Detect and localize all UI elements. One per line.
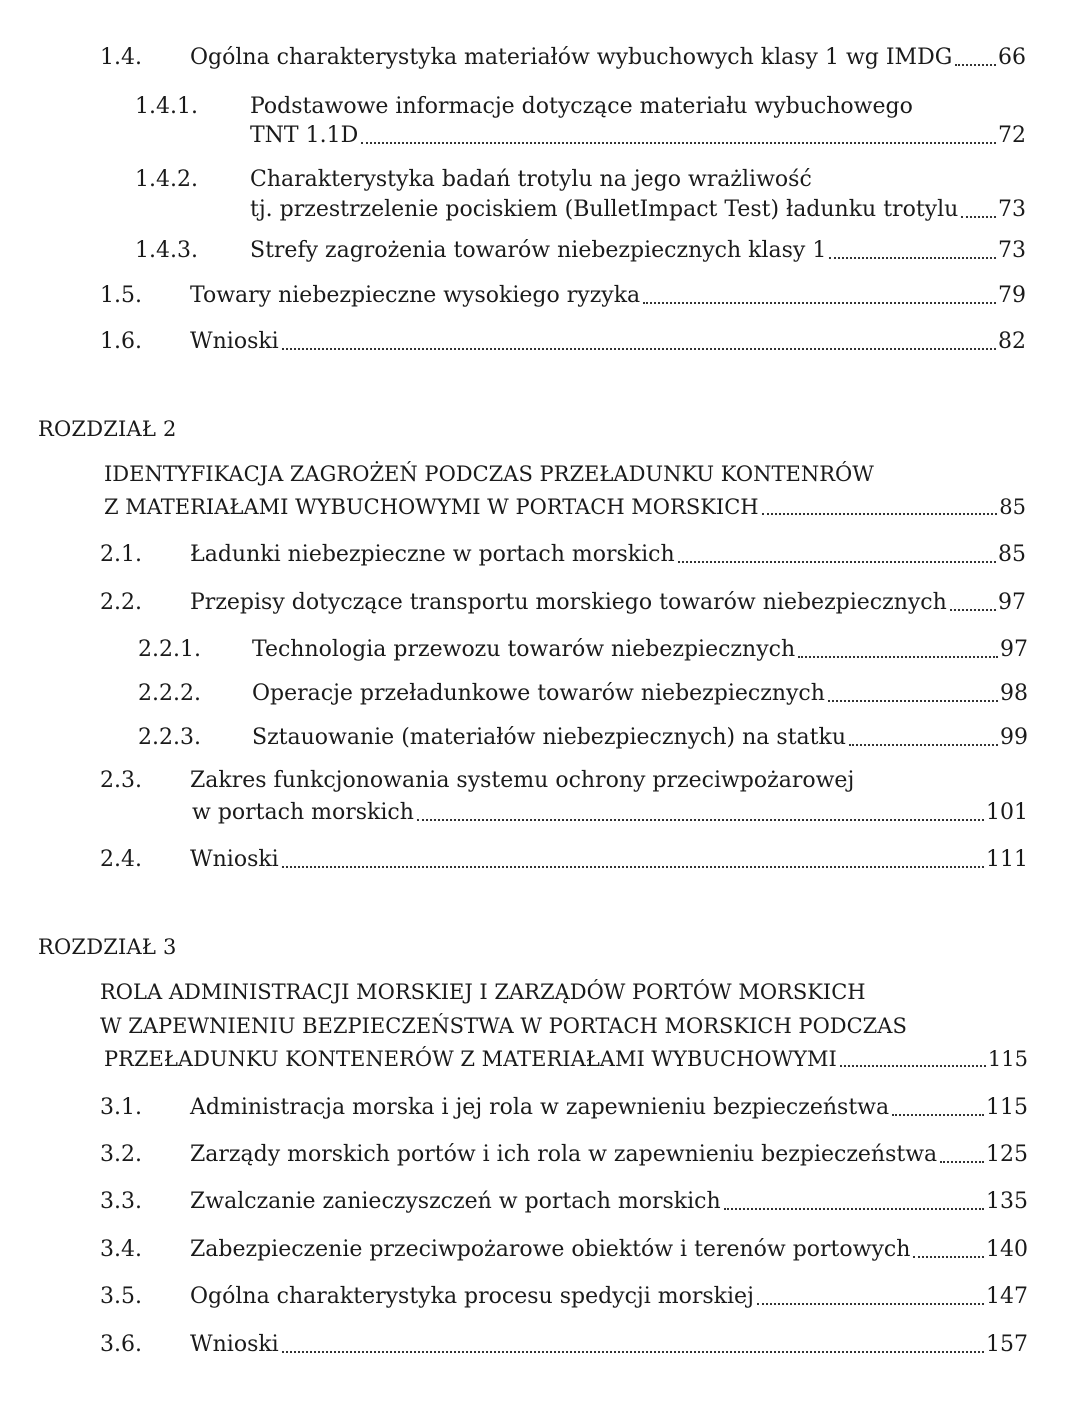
toc-number: 2.2.1. xyxy=(138,637,201,662)
toc-entry-title: TNT 1.1D xyxy=(250,123,359,148)
toc-number: 3.2. xyxy=(100,1142,142,1167)
toc-entry-title: Wnioski xyxy=(190,847,279,872)
dot-leader xyxy=(678,561,996,563)
toc-entry xyxy=(190,1094,1028,1122)
toc-page-number: 97 xyxy=(1000,637,1028,662)
toc-entry xyxy=(250,122,1026,150)
toc-page-number: 115 xyxy=(986,1095,1028,1120)
dot-leader xyxy=(940,1161,984,1163)
toc-entry-title-line: Charakterystyka badań trotylu na jego wrażliwość xyxy=(250,167,812,192)
toc-entry-title: Zarządy morskich portów i ich rola w zapewnieniu bezpieczeństwa xyxy=(190,1142,938,1167)
toc-entry xyxy=(104,1045,1028,1073)
toc-page-number: 85 xyxy=(999,495,1026,519)
toc-number: 1.4. xyxy=(100,45,142,70)
dot-leader xyxy=(849,744,998,746)
dot-leader xyxy=(829,257,996,259)
toc-entry-title: Ogólna charakterystyka procesu spedycji morskiej xyxy=(190,1284,754,1309)
toc-page-number: 125 xyxy=(986,1142,1028,1167)
toc-entry-title: Towary niebezpieczne wysokiego ryzyka xyxy=(190,283,641,308)
dot-leader xyxy=(282,866,984,868)
dot-leader xyxy=(417,819,984,821)
toc-number: 1.4.3. xyxy=(135,238,198,263)
toc-number: 1.5. xyxy=(100,283,142,308)
dot-leader xyxy=(892,1114,984,1116)
toc-number: 2.2. xyxy=(100,590,142,615)
toc-entry xyxy=(190,589,1026,617)
toc-entry-title: tj. przestrzelenie pociskiem (BulletImpact Test) ładunku trotylu xyxy=(250,197,959,222)
toc-entry-title: Ogólna charakterystyka materiałów wybuchowych klasy 1 wg IMDG xyxy=(190,45,953,70)
toc-entry xyxy=(190,44,1026,72)
toc-entry xyxy=(190,1141,1028,1169)
toc-entry-title-line: Podstawowe informacje dotyczące materiału wybuchowego xyxy=(250,94,913,119)
dot-leader xyxy=(961,216,996,218)
toc-entry-title: Operacje przeładunkowe towarów niebezpiecznych xyxy=(252,681,825,706)
dot-leader xyxy=(757,1303,984,1305)
dot-leader xyxy=(840,1065,986,1067)
toc-number: 2.4. xyxy=(100,847,142,872)
toc-number: 1.4.1. xyxy=(135,94,198,119)
toc-entry-title: Wnioski xyxy=(190,1332,279,1357)
dot-leader xyxy=(955,64,996,66)
toc-entry xyxy=(252,680,1028,708)
dot-leader xyxy=(361,142,996,144)
toc-page-number: 82 xyxy=(998,329,1026,354)
toc-number: 2.1. xyxy=(100,542,142,567)
toc-page-number: 66 xyxy=(998,45,1026,70)
dot-leader xyxy=(950,609,996,611)
toc-entry xyxy=(190,541,1026,569)
toc-number: 2.2.2. xyxy=(138,681,201,706)
toc-entry-title: Zwalczanie zanieczyszczeń w portach morskich xyxy=(190,1189,721,1214)
chapter-label: ROZDZIAŁ 2 xyxy=(38,417,177,441)
toc-entry-title: Zabezpieczenie przeciwpożarowe obiektów i terenów portowych xyxy=(190,1237,911,1262)
toc-entry xyxy=(190,1283,1028,1311)
toc-entry-title: Sztauowanie (materiałów niebezpiecznych) na statku xyxy=(252,725,846,750)
toc-number: 3.6. xyxy=(100,1332,142,1357)
toc-entry xyxy=(190,328,1026,356)
toc-entry xyxy=(190,1188,1028,1216)
chapter-title-line: Z MATERIAŁAMI WYBUCHOWYMI W PORTACH MORSKICH xyxy=(104,495,759,519)
toc-entry-title: w portach morskich xyxy=(192,800,414,825)
toc-number: 1.6. xyxy=(100,329,142,354)
toc-entry-title: Przepisy dotyczące transportu morskiego towarów niebezpiecznych xyxy=(190,590,947,615)
dot-leader xyxy=(282,1351,984,1353)
toc-number: 3.1. xyxy=(100,1095,142,1120)
toc-number: 1.4.2. xyxy=(135,167,198,192)
toc-number: 3.3. xyxy=(100,1189,142,1214)
toc-entry-title-line: Zakres funkcjonowania systemu ochrony przeciwpożarowej xyxy=(190,768,855,793)
toc-page-number: 98 xyxy=(1000,681,1028,706)
dot-leader xyxy=(913,1256,984,1258)
toc-page-number: 111 xyxy=(986,847,1028,872)
toc-number: 3.4. xyxy=(100,1237,142,1262)
chapter-title-line: W ZAPEWNIENIU BEZPIECZEŃSTWA W PORTACH MORSKICH PODCZAS xyxy=(100,1014,907,1038)
chapter-label: ROZDZIAŁ 3 xyxy=(38,935,177,959)
chapter-title-line: IDENTYFIKACJA ZAGROŻEŃ PODCZAS PRZEŁADUNKU KONTENRÓW xyxy=(104,462,874,486)
dot-leader xyxy=(762,513,998,515)
toc-page-number: 73 xyxy=(998,197,1026,222)
toc-page-number: 72 xyxy=(998,123,1026,148)
toc-entry-title: Wnioski xyxy=(190,329,279,354)
toc-entry xyxy=(252,724,1028,752)
toc-number: 2.2.3. xyxy=(138,725,201,750)
toc-page-number: 157 xyxy=(986,1332,1028,1357)
toc-page-number: 135 xyxy=(986,1189,1028,1214)
toc-page-number: 115 xyxy=(987,1047,1028,1071)
toc-page-number: 147 xyxy=(986,1284,1028,1309)
dot-leader xyxy=(798,656,998,658)
toc-entry xyxy=(250,237,1026,265)
toc-page-number: 85 xyxy=(998,542,1026,567)
toc-entry xyxy=(192,799,1028,827)
chapter-title-line: PRZEŁADUNKU KONTENERÓW Z MATERIAŁAMI WYBUCHOWYMI xyxy=(104,1047,837,1071)
toc-entry-title: Administracja morska i jej rola w zapewnieniu bezpieczeństwa xyxy=(190,1095,890,1120)
toc-entry-title: Strefy zagrożenia towarów niebezpiecznych klasy 1 xyxy=(250,238,827,263)
toc-entry xyxy=(190,282,1026,310)
toc-page-number: 99 xyxy=(1000,725,1028,750)
toc-entry-title: Ładunki niebezpieczne w portach morskich xyxy=(190,542,675,567)
toc-entry-title: Technologia przewozu towarów niebezpiecznych xyxy=(252,637,796,662)
dot-leader xyxy=(643,302,996,304)
toc-page-number: 73 xyxy=(998,238,1026,263)
toc-entry xyxy=(104,493,1026,521)
toc-entry xyxy=(190,1236,1028,1264)
dot-leader xyxy=(828,700,998,702)
toc-entry xyxy=(190,1331,1028,1359)
dot-leader xyxy=(282,348,996,350)
toc-page-number: 140 xyxy=(986,1237,1028,1262)
chapter-title-line: ROLA ADMINISTRACJI MORSKIEJ I ZARZĄDÓW PORTÓW MORSKICH xyxy=(100,980,866,1004)
toc-number: 3.5. xyxy=(100,1284,142,1309)
toc-page-number: 101 xyxy=(986,800,1028,825)
toc-number: 2.3. xyxy=(100,768,142,793)
toc-entry xyxy=(250,196,1026,224)
toc-entry xyxy=(190,846,1028,874)
toc-page-number: 79 xyxy=(998,283,1026,308)
dot-leader xyxy=(724,1208,984,1210)
toc-entry xyxy=(252,636,1028,664)
toc-page-number: 97 xyxy=(998,590,1026,615)
